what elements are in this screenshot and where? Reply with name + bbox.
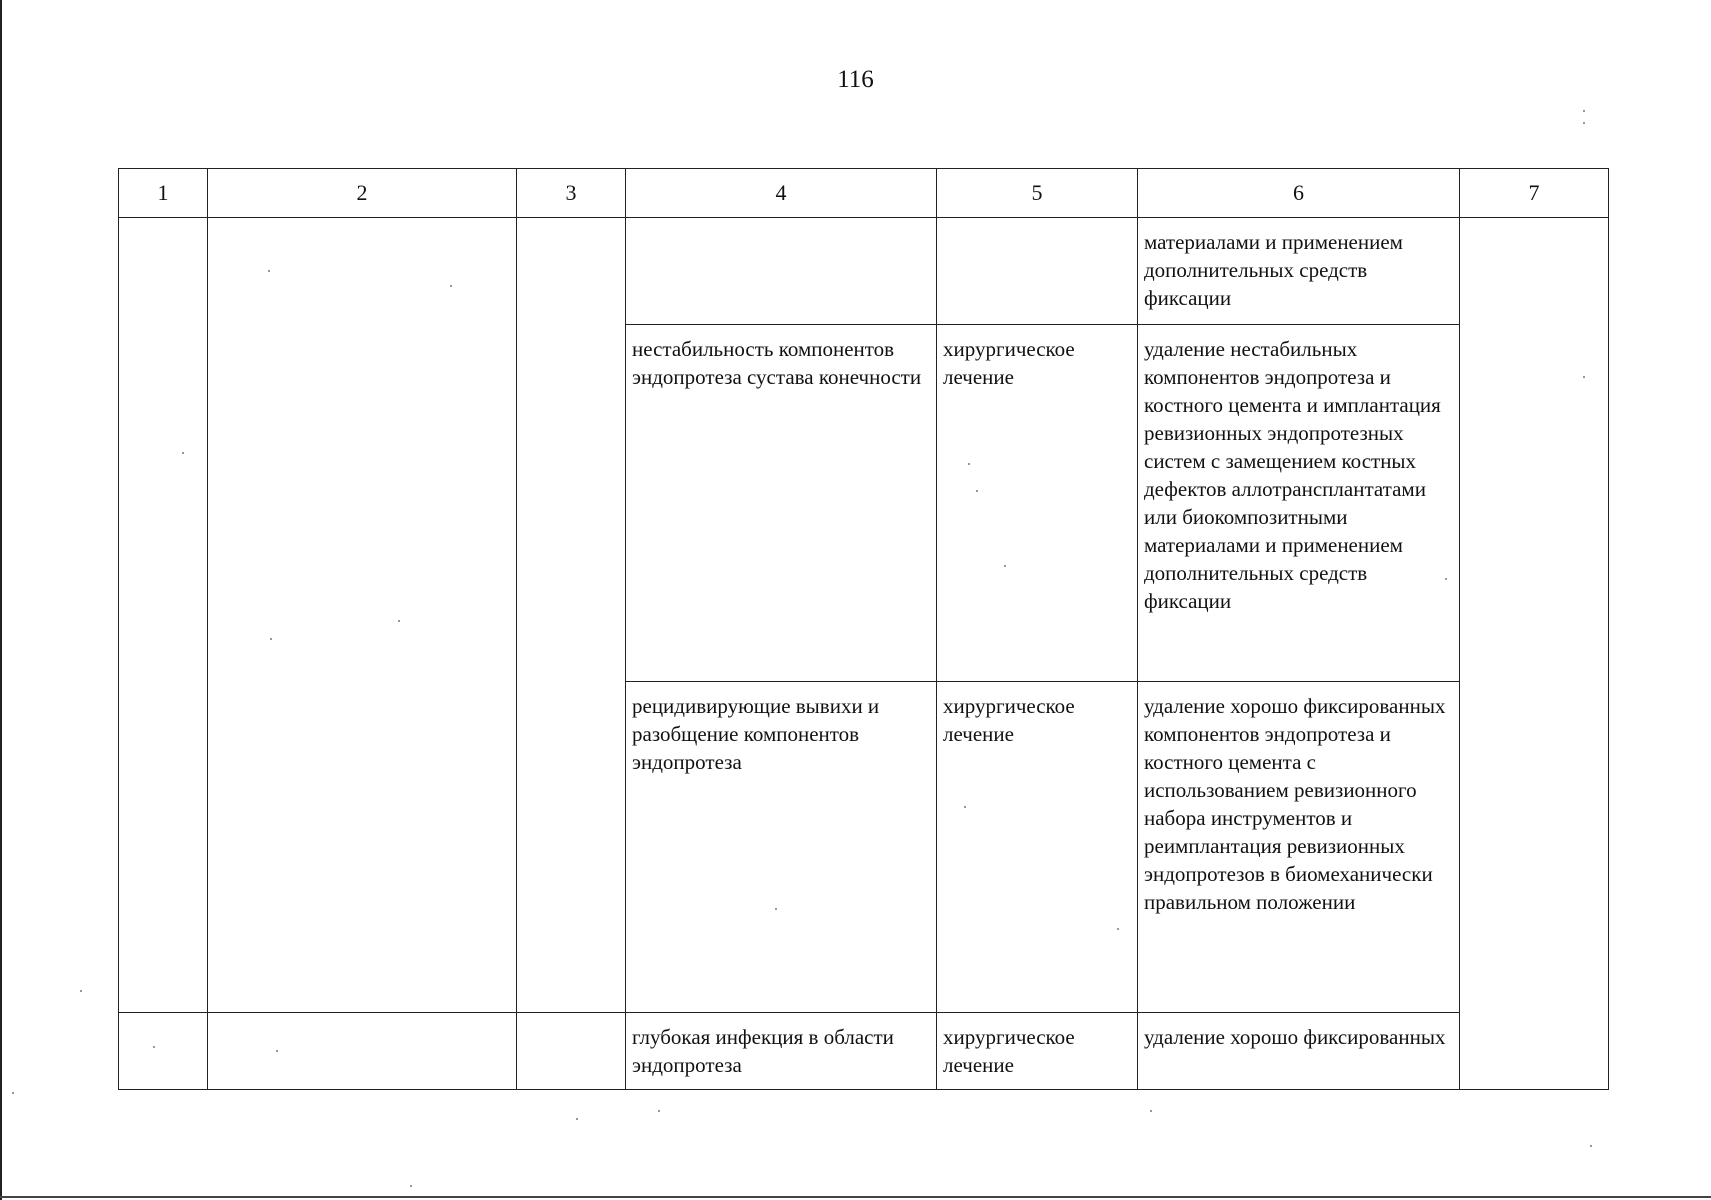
scan-edge-bottom [0, 1196, 1711, 1198]
column-number-1: 1 [119, 169, 208, 218]
cell-col1-merged [119, 218, 208, 1013]
procedure-table [118, 168, 1609, 1090]
cell-diagnosis: рецидивирующие вывихи и разобщение компонентов эндопротеза [626, 682, 937, 1013]
table-row [119, 1013, 1609, 1090]
cell-col3 [517, 1013, 626, 1090]
scan-edge-left [0, 0, 2, 1200]
column-number-4: 4 [626, 169, 937, 218]
cell-treatment-type: хирургическое лечение [937, 325, 1138, 682]
cell-treatment-type: хирургическое лечение [937, 682, 1138, 1013]
cell-treatment-type: хирургическое лечение [937, 1013, 1138, 1090]
cell-treatment-method: удаление нестабильных компонентов эндопротеза и костного цемента и имплантация ревизионных эндопротезных систем с замещением костных дефектов аллотрансплантатами или биокомпозитными материалами и применением дополнительных средств фиксации [1138, 325, 1460, 682]
cell-diagnosis: глубокая инфекция в области эндопротеза [626, 1013, 937, 1090]
cell-col1 [119, 1013, 208, 1090]
column-number-5: 5 [937, 169, 1138, 218]
cell-diagnosis [626, 218, 937, 325]
column-number-6: 6 [1138, 169, 1460, 218]
cell-diagnosis: нестабильность компонентов эндопротеза сустава конечности [626, 325, 937, 682]
cell-treatment-method: удаление хорошо фиксированных компонентов эндопротеза и костного цемента с использованием ревизионного набора инструментов и реимплантация ревизионных эндопротезов в биомеханически правильном положении [1138, 682, 1460, 1013]
cell-treatment-type [937, 218, 1138, 325]
cell-col2 [208, 1013, 517, 1090]
cell-col3-merged [517, 218, 626, 1013]
cell-treatment-method: материалами и применением дополнительных средств фиксации [1138, 218, 1460, 325]
cell-col7-merged [1460, 218, 1609, 1090]
table-row [119, 218, 1609, 325]
column-number-3: 3 [517, 169, 626, 218]
cell-treatment-method: удаление хорошо фиксированных [1138, 1013, 1460, 1090]
cell-col2-merged [208, 218, 517, 1013]
column-number-2: 2 [208, 169, 517, 218]
page-number: 116 [837, 66, 874, 93]
column-number-7: 7 [1460, 169, 1609, 218]
table-header-row [119, 169, 1609, 218]
